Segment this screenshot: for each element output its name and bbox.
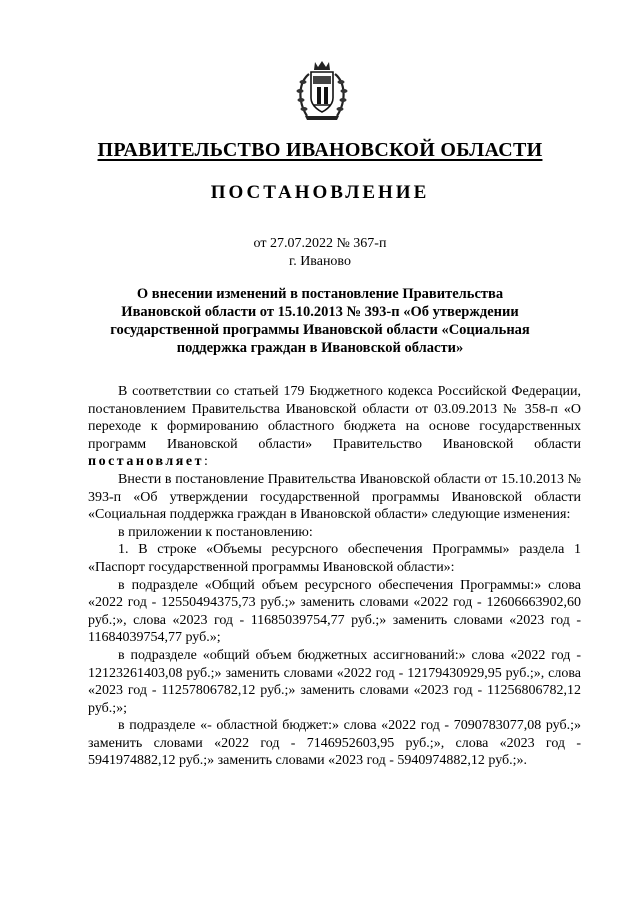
document-type: ПОСТАНОВЛЕНИЕ bbox=[210, 182, 430, 203]
government-title: ПРАВИТЕЛЬСТВО ИВАНОВСКОЙ ОБЛАСТИ bbox=[97, 139, 543, 161]
paragraph-appendix: в приложении к постановлению: bbox=[118, 524, 313, 540]
document-meta bbox=[0, 235, 640, 271]
paragraph-amend: Внести в постановление Правительства Ивановской области от 15.10.2013 № 393-п «Об утверждении государственной программы Ивановской области «Социальная поддержка граждан в Ивановской области» следующие изменения: bbox=[88, 471, 581, 523]
paragraph-total-volume: в подразделе «Общий объем ресурсного обеспечения Программы:» слова «2022 год - 12550494375,73 руб.;» заменить словами «2022 год - 12606663902,60 руб.;», слова «2023 год - 11685039754,77 руб.;» заменить словами «2023 год - 11684039754,77 руб.»; bbox=[88, 577, 581, 646]
coat-of-arms-icon bbox=[295, 60, 349, 122]
paragraph-preamble: В соответствии со статьей 179 Бюджетного кодекса Российской Федерации, постановлением Правительства Ивановской области от 03.09.2013 № 358-п «О переходе к формированию областного бюджета на основе государственных программ Ивановской области» Правительство Ивановской области постановляет: bbox=[88, 384, 581, 470]
paragraph-regional-budget: в подразделе «- областной бюджет:» слова «2022 год - 7090783077,08 руб.;» заменить словами «2022 год - 7146952603,95 руб.;», слова «2023 год - 5941974882,12 руб.;» заменить словами «2023 год - 5940974882,12 руб.;». bbox=[88, 718, 581, 769]
document-body bbox=[88, 383, 581, 770]
paragraph-budget-allocations: в подразделе «общий объем бюджетных ассигнований:» слова «2022 год - 12123261403,08 руб.;» заменить словами «2022 год - 12179430929,95 руб.;», слова «2023 год - 11257806782,12 руб.;» заменить словами «2023 год - 11256806782,12 руб.;»; bbox=[88, 647, 581, 716]
document-subject: О внесении изменений в постановление Правительства Ивановской области от 15.10.2013 № 393-п «Об утверждении государственной программы Ивановской области «Социальная поддержка граждан в Ивановской области» bbox=[110, 286, 530, 356]
decree-keyword: постановляет bbox=[88, 454, 204, 470]
date-number: от 27.07.2022 № 367-п bbox=[253, 236, 387, 251]
city: г. Иваново bbox=[289, 254, 351, 269]
paragraph-item-1: 1. В строке «Объемы ресурсного обеспечения Программы» раздела 1 «Паспорт государственной программы Ивановской области»: bbox=[88, 542, 581, 575]
